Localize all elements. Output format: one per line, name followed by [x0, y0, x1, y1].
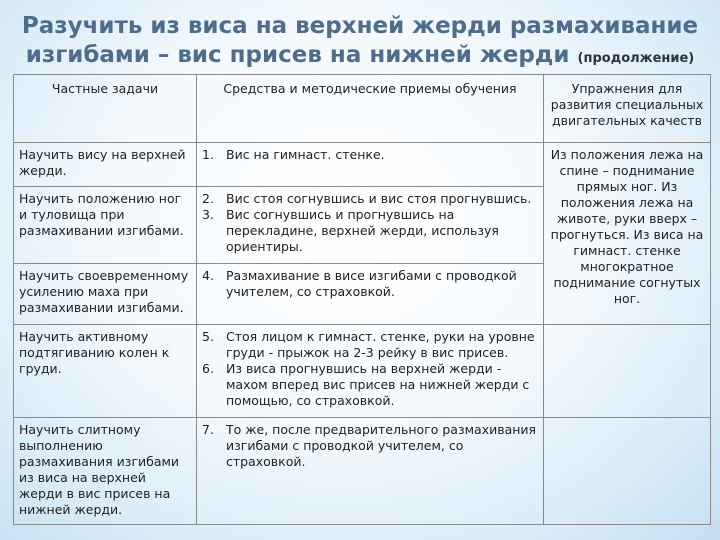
means-item [202, 191, 538, 207]
table-row [14, 325, 711, 418]
means-item [202, 422, 538, 470]
item-number: 2. [202, 191, 214, 206]
item-text: Вис согнувшись и прогнувшись на перекладине, верхней жерди, используя ориентиры. [226, 207, 499, 254]
task-cell: Научить своевременному усилению маха при размахивании изгибами. [14, 264, 197, 325]
slide-title [0, 12, 720, 73]
item-number: 5. [202, 329, 214, 344]
item-number: 7. [202, 422, 214, 437]
item-text: Вис на гимнаст. стенке. [226, 147, 385, 162]
empty-cell [544, 325, 711, 418]
item-text: Вис стоя согнувшись и вис стоя прогнувшись. [226, 191, 532, 206]
means-cell [197, 264, 544, 325]
task-cell: Научить положению ног и туловища при размахивании изгибами. [14, 187, 197, 264]
means-cell [197, 418, 544, 525]
title-line-2 [0, 41, 720, 73]
table-row [14, 418, 711, 525]
task-cell: Научить активному подтягиванию колен к груди. [14, 325, 197, 418]
item-text: Размахивание в висе изгибами с проводкой учителем, со страховкой. [226, 268, 517, 299]
title-line-1: Разучить из виса на верхней жерди размахивание [21, 13, 699, 39]
means-cell [197, 143, 544, 187]
task-cell: Научить вису на верхней жерди. [14, 143, 197, 187]
means-item [202, 329, 538, 361]
task-cell: Научить слитному выполнению размахивания изгибами из виса на верхней жерди в вис присев на нижней жерди. [14, 418, 197, 525]
item-number: 3. [202, 207, 214, 222]
item-text: Из виса прогнувшись на верхней жерди - махом вперед вис присев на нижней жерди с помощью, со страховкой. [226, 361, 530, 408]
item-text: Стоя лицом к гимнаст. стенке, руки на уровне груди - прыжок на 2-3 рейку в вис присев. [226, 329, 535, 360]
header-means: Средства и методические приемы обучения [197, 75, 544, 143]
exercises-cell: Из положения лежа на спине – поднимание прямых ног. Из положения лежа на животе, руки вверх – прогнуться. Из виса на гимнаст. стенке многократное поднимание согнутых ног. [544, 143, 711, 325]
header-exercises: Упражнения для развития специальных двигательных качеств [544, 75, 711, 143]
table-header-row [14, 75, 711, 143]
means-item [202, 361, 538, 409]
means-item [202, 268, 538, 300]
empty-cell [544, 418, 711, 525]
methods-table [13, 74, 711, 525]
item-text: То же, после предварительного размахивания изгибами с проводкой учителем, со страховкой. [226, 422, 537, 469]
means-cell [197, 187, 544, 264]
item-number: 1. [202, 147, 214, 162]
item-number: 6. [202, 361, 214, 376]
title-line-2-main: изгибами – вис присев на нижней жерди [25, 42, 570, 68]
header-tasks: Частные задачи [14, 75, 197, 143]
means-item [202, 147, 538, 163]
means-cell [197, 325, 544, 418]
title-suffix: (продолжение) [577, 51, 695, 66]
table-row [14, 143, 711, 187]
item-number: 4. [202, 268, 214, 283]
means-item [202, 207, 538, 255]
